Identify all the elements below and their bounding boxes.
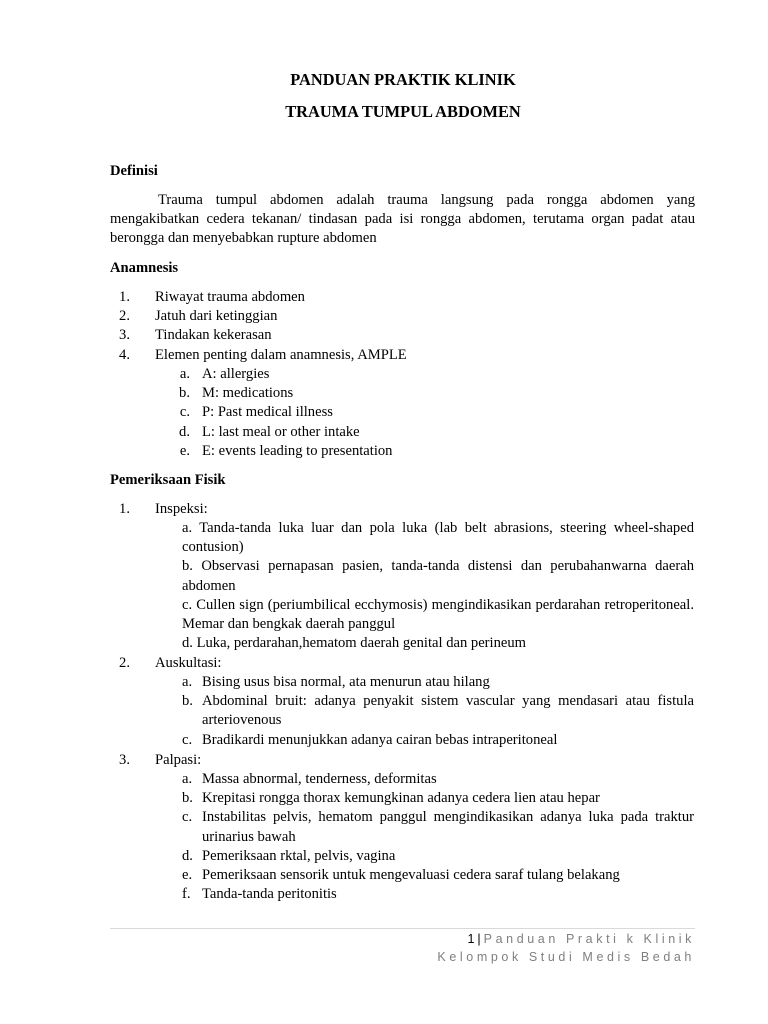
- list-number: 3.: [119, 327, 130, 344]
- list-number: 1.: [119, 289, 130, 305]
- list-number: 1.: [119, 501, 130, 517]
- list-item-text: Abdominal bruit: adanya penyakit sistem vascular yang mendasari atau fistula arteriovenous: [202, 693, 694, 729]
- footer-divider: [110, 928, 695, 929]
- list-item-text: L: last meal or other intake: [202, 423, 360, 440]
- list-number: 2.: [119, 308, 130, 325]
- list-item-text: Massa abnormal, tenderness, deformitas: [202, 771, 437, 787]
- list-item: [110, 288, 695, 307]
- list-letter: d.: [182, 847, 193, 864]
- list-item: [182, 885, 694, 904]
- palpasi-list: [182, 770, 694, 904]
- list-item: [182, 770, 694, 789]
- footer-organization: Kelompok Studi Medis Bedah: [437, 950, 695, 964]
- footer-line-1: [467, 930, 695, 948]
- list-item: a. Tanda-tanda luka luar dan pola luka (lab belt abrasions, steering wheel-shaped contusion): [182, 520, 694, 556]
- list-item-text: P: Past medical illness: [202, 404, 333, 421]
- list-item: [182, 808, 694, 846]
- list-letter: f.: [182, 886, 191, 903]
- list-item-text: Elemen penting dalam anamnesis, AMPLE: [155, 346, 407, 363]
- list-item-text: Bising usus bisa normal, ata menurun atau hilang: [202, 674, 490, 690]
- list-letter: b.: [179, 385, 190, 402]
- auskultasi-list: [182, 673, 694, 750]
- document-subtitle: TRAUMA TUMPUL ABDOMEN: [285, 102, 521, 121]
- inspeksi-list: [182, 519, 694, 653]
- anamnesis-list: [110, 288, 695, 365]
- document-title: PANDUAN PRAKTIK KLINIK: [290, 70, 516, 89]
- list-item: [110, 326, 695, 345]
- list-letter: c.: [182, 809, 193, 826]
- footer-document-name: Panduan Prakti k Klinik: [483, 932, 695, 946]
- list-letter: a.: [182, 674, 193, 690]
- page-number: 1: [467, 932, 475, 946]
- footer-separator: |: [477, 932, 481, 946]
- ample-list: [179, 365, 694, 461]
- footer-line-2: [437, 948, 695, 966]
- list-number: 4.: [119, 346, 130, 363]
- list-item: [182, 673, 694, 692]
- list-item: c. Cullen sign (periumbilical ecchymosis) mengindikasikan perdarahan retroperitoneal. Memar dan bengkak daerah panggul: [182, 596, 694, 633]
- list-item-text: Tanda-tanda peritonitis: [202, 886, 337, 903]
- list-item-text: E: events leading to presentation: [202, 442, 393, 459]
- list-item-text: Tindakan kekerasan: [155, 327, 272, 344]
- list-item-text: Pemeriksaan rktal, pelvis, vagina: [202, 847, 396, 864]
- list-item: [179, 384, 694, 403]
- list-letter: a.: [182, 771, 193, 787]
- list-item: [182, 731, 694, 750]
- list-letter: e.: [182, 867, 193, 884]
- list-item: b. Observasi pernapasan pasien, tanda-tanda distensi dan perubahanwarna daerah abdomen: [182, 558, 694, 594]
- list-letter: e.: [179, 442, 190, 459]
- list-item: [182, 692, 694, 730]
- list-item: [179, 442, 694, 461]
- list-item: [182, 789, 694, 808]
- list-item-text: M: medications: [202, 385, 294, 402]
- auskultasi-label: Auskultasi:: [155, 655, 222, 671]
- list-item-text: Jatuh dari ketinggian: [155, 308, 278, 325]
- list-item: [179, 365, 694, 384]
- palpasi-label: Palpasi:: [155, 752, 202, 768]
- list-item-text: Bradikardi menunjukkan adanya cairan bebas intraperitoneal: [202, 731, 558, 748]
- list-item-text: A: allergies: [202, 366, 270, 382]
- list-number: 2.: [119, 655, 130, 671]
- list-letter: c.: [182, 731, 193, 748]
- list-item-text: Riwayat trauma abdomen: [155, 289, 305, 305]
- list-item: [179, 403, 694, 422]
- list-letter: d.: [179, 423, 190, 440]
- section-heading-pemeriksaan-fisik: Pemeriksaan Fisik: [110, 472, 226, 488]
- list-item: [179, 423, 694, 442]
- list-item: [182, 866, 694, 885]
- list-letter: b.: [182, 790, 193, 807]
- inspeksi-label: Inspeksi:: [155, 501, 208, 517]
- list-item: [110, 346, 695, 365]
- list-item: [182, 847, 694, 866]
- section-heading-anamnesis: Anamnesis: [110, 260, 179, 276]
- list-number: 3.: [119, 752, 130, 768]
- list-item: [110, 307, 695, 326]
- section-heading-definisi: Definisi: [110, 163, 158, 179]
- list-item-text: Krepitasi rongga thorax kemungkinan adanya cedera lien atau hepar: [202, 790, 600, 807]
- list-letter: a.: [179, 366, 190, 382]
- list-letter: c.: [179, 404, 190, 421]
- list-item-text: Pemeriksaan sensorik untuk mengevaluasi cedera saraf tulang belakang: [202, 867, 620, 884]
- list-letter: b.: [182, 693, 193, 710]
- list-item-text: Instabilitas pelvis, hematom panggul mengindikasikan adanya luka pada traktur urinarius bawah: [202, 809, 694, 845]
- definisi-paragraph: Trauma tumpul abdomen adalah trauma langsung pada rongga abdomen yang mengakibatkan cedera tekanan/ tindasan pada isi rongga abdomen, terutama organ padat atau berongga dan menyebabkan rupture abdomen: [110, 192, 695, 247]
- list-item: d. Luka, perdarahan,hematom daerah genital dan perineum: [182, 635, 527, 652]
